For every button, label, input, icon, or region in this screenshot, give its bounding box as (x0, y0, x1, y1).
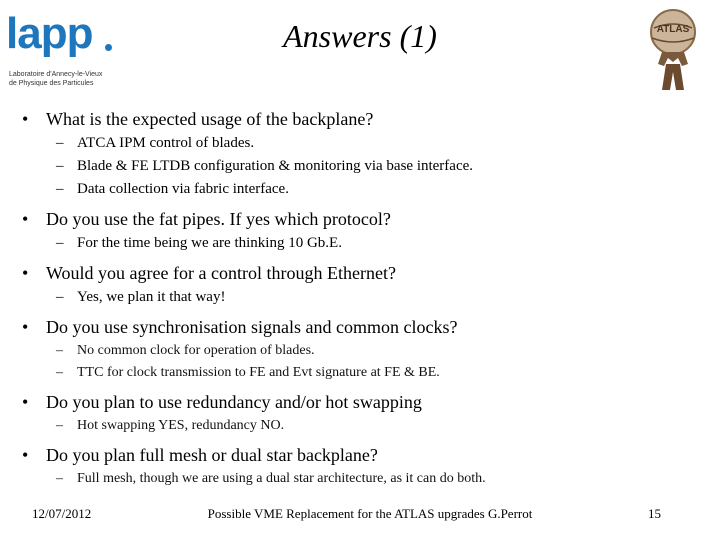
footer-date: 12/07/2012 (32, 506, 92, 521)
question-3 (22, 260, 712, 286)
dash: – (56, 471, 63, 486)
answer-text: TTC for clock transmission to FE and Evt signature at FE & BE. (77, 365, 440, 380)
answer-item (22, 340, 712, 362)
question-text: Would you agree for a control through Ethernet? (46, 263, 396, 283)
answer-item (22, 468, 712, 490)
lapp-subtitle-line2: de Physique des Particules (9, 80, 94, 87)
bullet: • (22, 263, 29, 283)
atlas-logo-text: ATLAS (656, 24, 690, 35)
dash: – (56, 343, 63, 358)
question-text: Do you use the fat pipes. If yes which protocol? (46, 209, 391, 229)
answer-item (22, 178, 712, 201)
lapp-wordmark: lapp (6, 9, 93, 58)
bullet: • (22, 109, 29, 129)
bullet: • (22, 445, 29, 465)
bullet: • (22, 209, 29, 229)
footer-title: Possible VME Replacement for the ATLAS upgrades G.Perrot (207, 506, 533, 521)
question-text: Do you use synchronisation signals and common clocks? (46, 317, 458, 337)
dash: – (56, 365, 63, 380)
answer-text: Yes, we plan it that way! (77, 289, 226, 305)
dash: – (56, 235, 64, 251)
answer-text: ATCA IPM control of blades. (77, 135, 255, 151)
question-6 (22, 442, 712, 468)
answer-text: Data collection via fabric interface. (77, 181, 289, 197)
bullet: • (22, 392, 29, 412)
qa-block-5 (22, 389, 712, 437)
qa-block-6 (22, 442, 712, 490)
answer-item (22, 155, 712, 178)
question-1 (22, 106, 712, 132)
question-text: Do you plan to use redundancy and/or hot swapping (46, 392, 422, 412)
question-4 (22, 314, 712, 340)
answer-text: Hot swapping YES, redundancy NO. (77, 418, 285, 433)
answer-item (22, 232, 712, 255)
lapp-subtitle (9, 70, 102, 88)
answer-text: For the time being we are thinking 10 Gb.E. (77, 235, 342, 251)
dash: – (56, 158, 64, 174)
slide-title: Answers (1) (283, 18, 437, 54)
dash: – (56, 418, 63, 433)
dash: – (56, 181, 64, 197)
answer-item (22, 415, 712, 437)
answer-text: Blade & FE LTDB configuration & monitoring via base interface. (77, 158, 474, 174)
bullet: • (22, 317, 29, 337)
answer-item (22, 132, 712, 155)
qa-block-4 (22, 314, 712, 384)
answer-item (22, 286, 712, 309)
qa-block-3 (22, 260, 712, 309)
question-text: Do you plan full mesh or dual star backplane? (46, 445, 378, 465)
qa-list (22, 106, 712, 490)
answer-text: No common clock for operation of blades. (77, 343, 315, 358)
qa-block-1 (22, 106, 712, 201)
answer-text: Full mesh, though we are using a dual star architecture, as it can do both. (77, 471, 486, 486)
answer-item (22, 362, 712, 384)
dash: – (56, 135, 64, 151)
page-number: 15 (648, 506, 661, 521)
question-text: What is the expected usage of the backplane? (46, 109, 374, 129)
question-5 (22, 389, 712, 415)
lapp-subtitle-line1: Laboratoire d'Annecy-le-Vieux (9, 71, 103, 78)
qa-block-2 (22, 206, 712, 255)
dash: – (56, 289, 64, 305)
question-2 (22, 206, 712, 232)
